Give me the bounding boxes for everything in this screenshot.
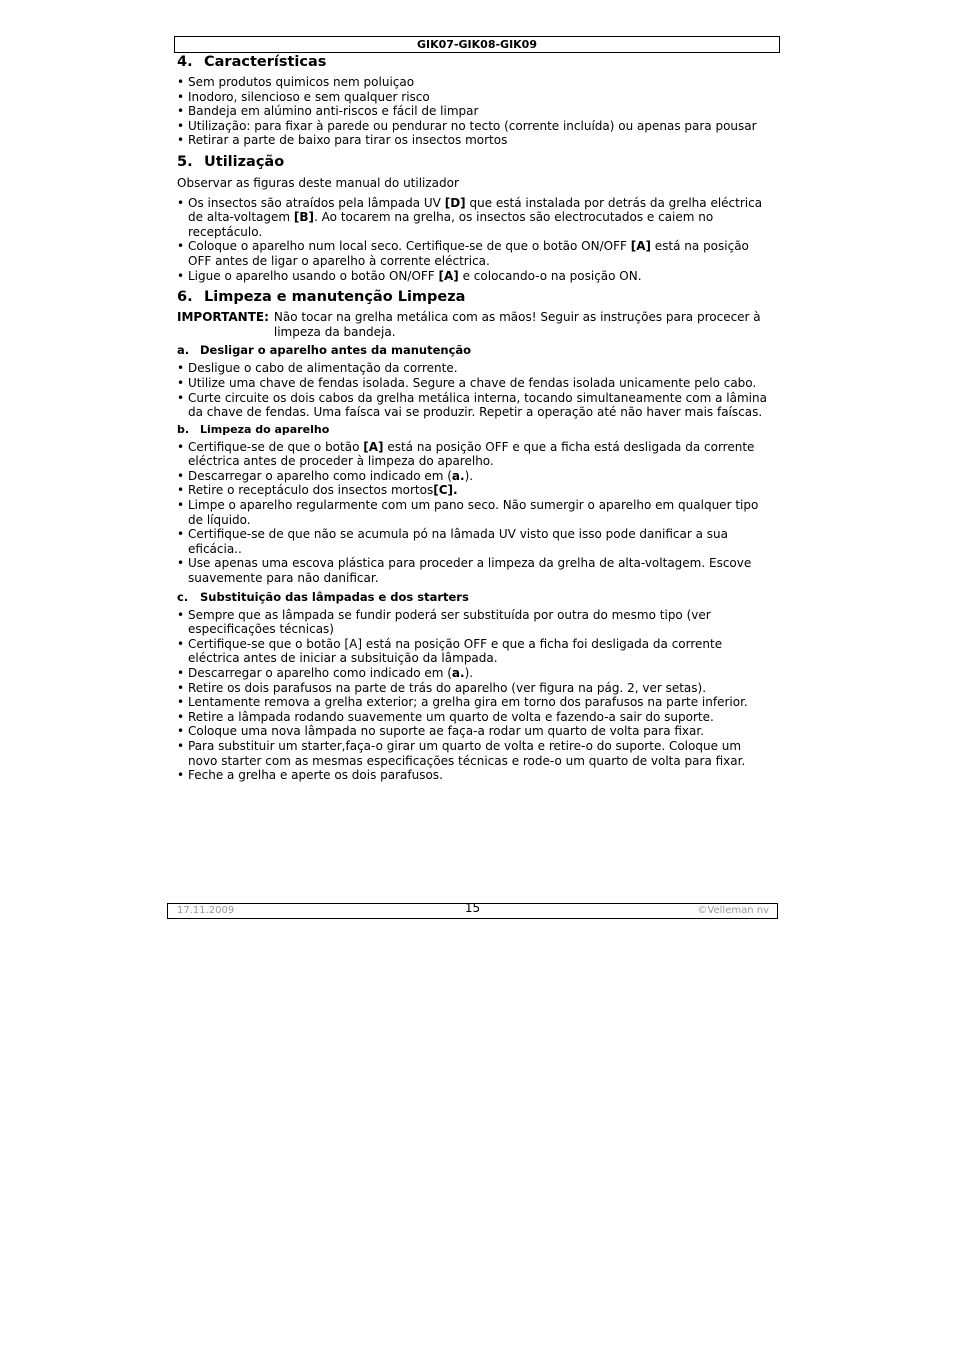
important-note	[177, 310, 773, 339]
list-item: • Para substituir um starter,faça-o girar um quarto de volta e retire-o do suporte. Coloque um novo starter com as mesmas especificações técnicas e rode-o um quarto de volta para fixar.	[177, 739, 773, 768]
subsection-c-heading: c. Substituição das lâmpadas e dos starters	[177, 589, 469, 604]
subsection-a-heading: a. Desligar o aparelho antes da manutenção	[177, 343, 472, 358]
subsection-a-list	[177, 361, 773, 419]
list-item: • Sem produtos quimicos nem poluiçao	[177, 75, 773, 90]
list-item: • Coloque o aparelho num local seco. Certifique-se de que o botão ON/OFF [A] está na posição OFF antes de ligar o aparelho à corrente eléctrica.	[177, 239, 773, 268]
list-item: • Lentamente remova a grelha exterior; a grelha gira em torno dos parafusos na parte inferior.	[177, 695, 773, 710]
list-item: • Retire os dois parafusos na parte de trás do aparelho (ver figura na pág. 2, ver setas).	[177, 681, 773, 696]
features-list	[177, 75, 773, 148]
section-4-heading: 4. Características	[177, 54, 327, 70]
list-item: • Certifique-se que o botão [A] está na posição OFF e que a ficha foi desligada da corrente eléctrica antes de iniciar a subsituição da lâmpada.	[177, 637, 773, 666]
list-item: • Feche a grelha e aperte os dois parafusos.	[177, 768, 773, 783]
list-item: • Bandeja em alúmino anti-riscos e fácil de limpar	[177, 104, 773, 119]
list-item: • Limpe o aparelho regularmente com um pano seco. Não sumergir o aparelho em qualquer tipo de líquido.	[177, 498, 773, 527]
list-item: • Ligue o aparelho usando o botão ON/OFF [A] e colocando-o na posição ON.	[177, 269, 773, 284]
document-body	[177, 53, 773, 783]
list-item: • Retire o receptáculo dos insectos mortos[C].	[177, 483, 773, 498]
usage-list	[177, 196, 773, 284]
page-header	[174, 36, 780, 53]
page-footer	[167, 903, 778, 919]
list-item: • Certifique-se de que o botão [A] está na posição OFF e que a ficha está desligada da corrente eléctrica antes de proceder à limpeza do aparelho.	[177, 440, 773, 469]
list-item: • Inodoro, silencioso e sem qualquer risco	[177, 90, 773, 105]
usage-intro: Observar as figuras deste manual do utilizador	[177, 175, 459, 190]
subsection-b-list	[177, 440, 773, 586]
list-item: • Os insectos são atraídos pela lâmpada UV [D] que está instalada por detrás da grelha eléctrica de alta-voltagem [B]. Ao tocarem na grelha, os insectos são electrocutados e caiem no receptáculo.	[177, 196, 773, 240]
header-title: GIK07-GIK08-GIK09	[417, 38, 537, 51]
subsection-c-list	[177, 608, 773, 783]
important-label: IMPORTANTE:	[177, 310, 269, 325]
list-item: • Utilize uma chave de fendas isolada. Segure a chave de fendas isolada unicamente pelo cabo.	[177, 376, 773, 391]
section-5-heading: 5. Utilização	[177, 153, 285, 170]
list-item: • Retirar a parte de baixo para tirar os insectos mortos	[177, 133, 773, 148]
list-item: • Sempre que as lâmpada se fundir poderá ser substituída por outra do mesmo tipo (ver especificações técnicas)	[177, 608, 773, 637]
list-item: • Curte circuite os dois cabos da grelha metálica interna, tocando simultaneamente com a lâmina da chave de fendas. Uma faísca vai se produzir. Repetir a operação até não haver mais faíscas.	[177, 391, 773, 420]
page-number: 15	[464, 901, 481, 915]
list-item: • Utilização: para fixar à parede ou pendurar no tecto (corrente incluída) ou apenas para pousar	[177, 119, 773, 134]
important-text: Não tocar na grelha metálica com as mãos! Seguir as instruções para procecer à limpeza da bandeja.	[273, 310, 761, 339]
list-item: • Coloque uma nova lâmpada no suporte ae faça-a rodar um quarto de volta para fixar.	[177, 724, 773, 739]
footer-date: 17.11.2009	[177, 905, 235, 916]
subsection-b-heading: b. Limpeza do aparelho	[177, 422, 330, 436]
list-item: • Descarregar o aparelho como indicado em (a.).	[177, 666, 773, 681]
section-6-heading: 6. Limpeza e manutenção Limpeza	[177, 289, 466, 306]
list-item: • Descarregar o aparelho como indicado em (a.).	[177, 469, 773, 484]
list-item: • Certifique-se de que não se acumula pó na lâmada UV visto que isso pode danificar a sua eficácia..	[177, 527, 773, 556]
list-item: • Desligue o cabo de alimentação da corrente.	[177, 361, 773, 376]
list-item: • Use apenas uma escova plástica para proceder a limpeza da grelha de alta-voltagem. Escove suavemente para não danificar.	[177, 556, 773, 585]
list-item: • Retire a lâmpada rodando suavemente um quarto de volta e fazendo-a sair do suporte.	[177, 710, 773, 725]
footer-copyright: ©Velleman nv	[697, 905, 769, 916]
